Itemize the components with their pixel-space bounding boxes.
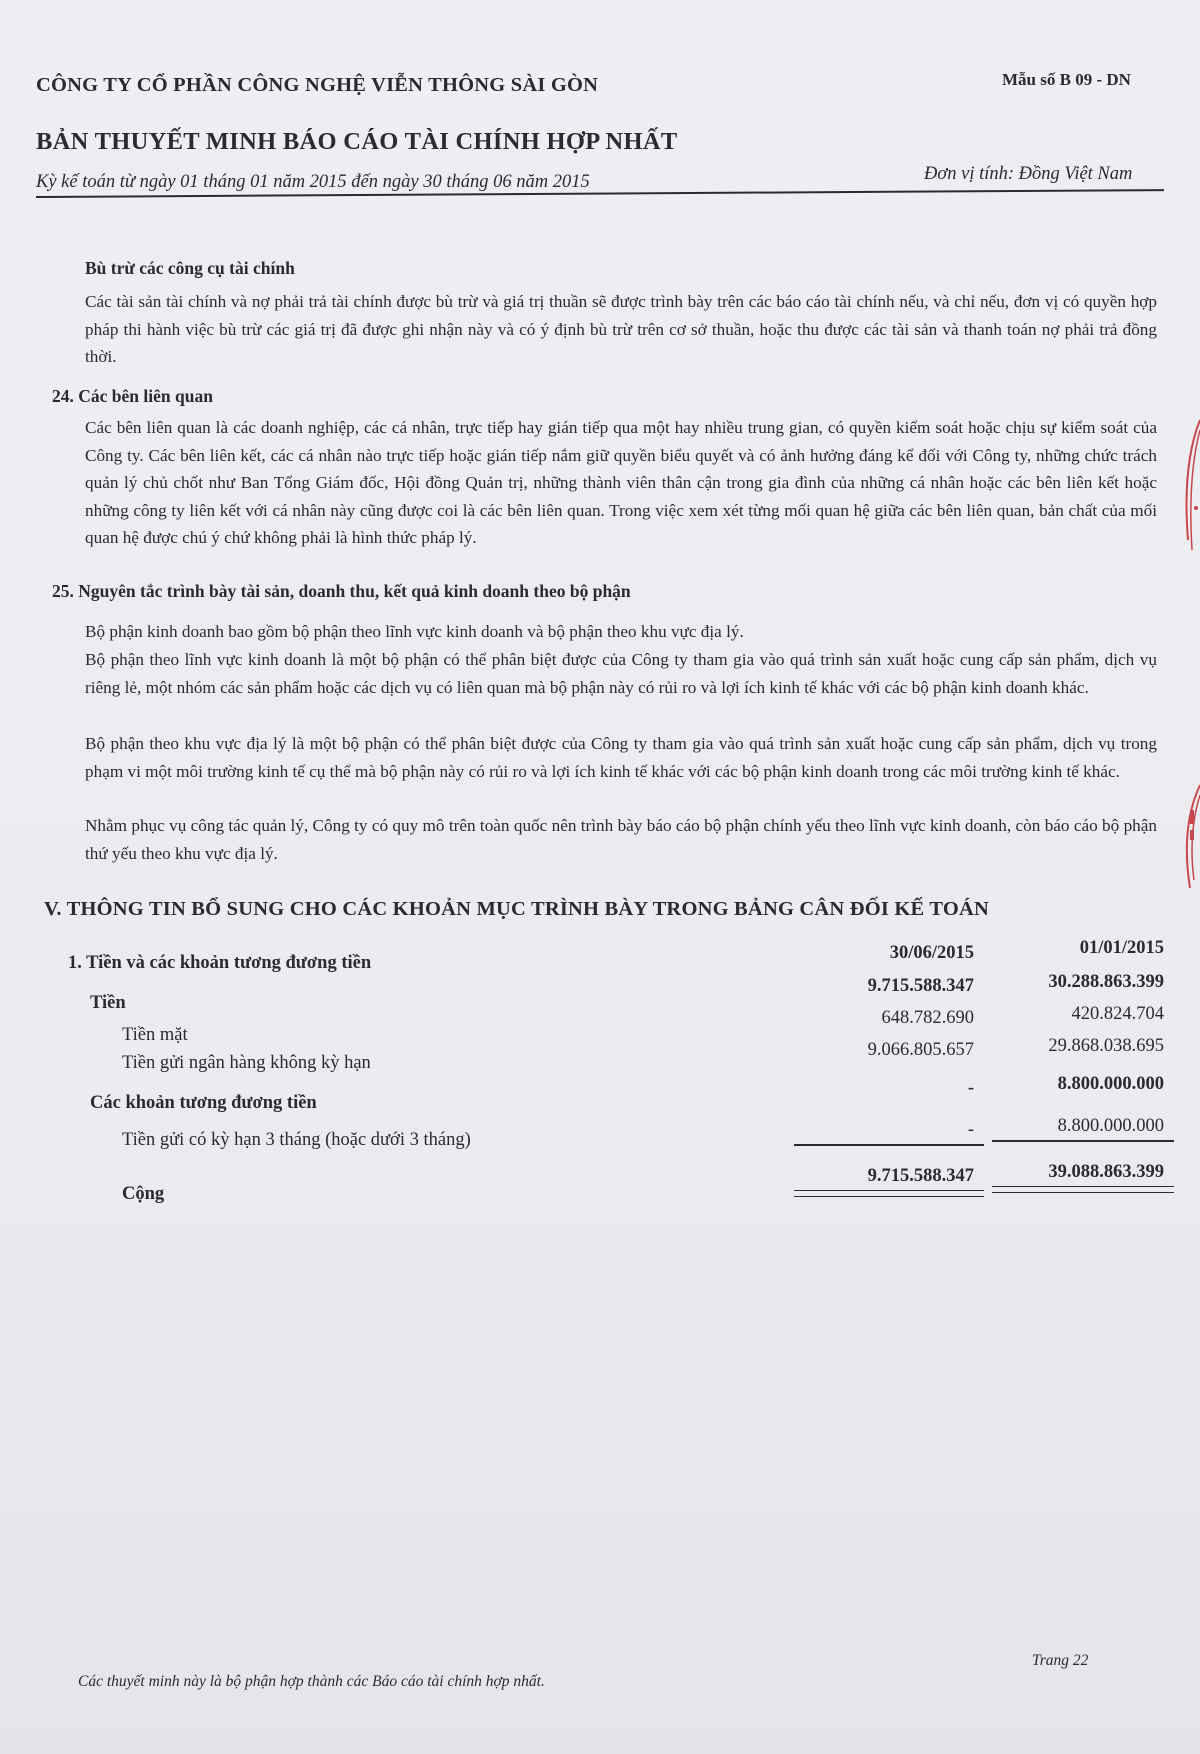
total-value-01-01-2015: 39.088.863.399 — [1048, 1162, 1164, 1182]
row-value-30-06-2015: 9.066.805.657 — [867, 1040, 974, 1060]
row-label: Tiền mặt — [122, 1025, 188, 1045]
section-25-paragraph-3: Bộ phận theo khu vực địa lý là một bộ phận có thể phân biệt được của Công ty tham gia vào quá trình sản xuất hoặc cung cấp sản phẩm, dịch vụ trong phạm vi một môi trường kinh tế cụ thể mà bộ phận này có rủi ro và lợi ích kinh tế khác với các bộ phận kinh doanh trong các môi trường kinh tế khác. — [85, 734, 1157, 781]
total-double-rule-01-01-2015 — [992, 1186, 1174, 1193]
document-title: BẢN THUYẾT MINH BÁO CÁO TÀI CHÍNH HỢP NHẤT — [36, 128, 678, 155]
row-value-01-01-2015: 8.800.000.000 — [1057, 1074, 1164, 1094]
reporting-period: Kỳ kế toán từ ngày 01 tháng 01 năm 2015 đến ngày 30 tháng 06 năm 2015 — [36, 172, 590, 192]
row-value-30-06-2015: - — [967, 1078, 974, 1098]
column-header-30-06-2015: 30/06/2015 — [889, 943, 974, 963]
section-25-paragraph-4: Nhằm phục vụ công tác quản lý, Công ty có quy mô trên toàn quốc nên trình bày báo cáo bộ phận chính yếu theo lĩnh vực kinh doanh, còn báo cáo bộ phận thứ yếu theo khu vực địa lý. — [85, 816, 1157, 863]
company-seal-fragment — [1174, 410, 1200, 900]
row-label: Tiền gửi ngân hàng không kỳ hạn — [122, 1053, 371, 1073]
section-24-heading: 24. Các bên liên quan — [52, 386, 213, 406]
subtotal-rule-01-01-2015 — [992, 1140, 1174, 1142]
row-value-01-01-2015: 29.868.038.695 — [1048, 1036, 1164, 1056]
subtotal-rule-30-06-2015 — [794, 1144, 984, 1146]
section-25-paragraph-1: Bộ phận kinh doanh bao gồm bộ phận theo lĩnh vực kinh doanh và bộ phận theo khu vực địa lý. — [85, 622, 744, 641]
company-name: CÔNG TY CỔ PHẦN CÔNG NGHỆ VIỄN THÔNG SÀI GÒN — [36, 74, 599, 96]
row-label: Các khoản tương đương tiền — [90, 1093, 317, 1113]
total-double-rule-30-06-2015 — [794, 1190, 984, 1197]
row-label: Tiền — [90, 993, 126, 1013]
column-header-01-01-2015: 01/01/2015 — [1079, 938, 1164, 958]
row-value-30-06-2015: - — [967, 1120, 974, 1140]
section-25-paragraph-2: Bộ phận theo lĩnh vực kinh doanh là một bộ phận có thể phân biệt được của Công ty tham gia vào quá trình sản xuất hoặc cung cấp sản phẩm, dịch vụ riêng lẻ, một nhóm các sản phẩm hoặc các dịch vụ có liên quan mà bộ phận này có rủi ro và lợi ích kinh tế khác với các bộ phận kinh doanh khác. — [85, 650, 1157, 697]
footnote: Các thuyết minh này là bộ phận hợp thành các Báo cáo tài chính hợp nhất. — [78, 1673, 545, 1690]
section-24-paragraph: Các bên liên quan là các doanh nghiệp, các cá nhân, trực tiếp hay gián tiếp qua một hay nhiều trung gian, có quyền kiểm soát hoặc chịu sự kiểm soát của Công ty. Các bên liên kết, các cá nhân nào trực tiếp hoặc gián tiếp nắm giữ quyền biểu quyết và có ảnh hưởng đáng kể đối với Công ty, những chức trách quản lý chủ chốt như Ban Tổng Giám đốc, Hội đồng Quản trị, những thành viên thân cận trong gia đình của những cá nhân hoặc các bên liên kết hoặc những công ty liên kết với cá nhân này cũng được coi là các bên liên quan. Trong việc xem xét từng mối quan hệ giữa các bên liên quan, bản chất của mối quan hệ được chú ý chứ không phải là hình thức pháp lý. — [85, 418, 1157, 547]
total-value-30-06-2015: 9.715.588.347 — [867, 1166, 974, 1186]
row-value-01-01-2015: 30.288.863.399 — [1048, 972, 1164, 992]
row-value-30-06-2015: 9.715.588.347 — [867, 976, 974, 996]
offsetting-paragraph: Các tài sản tài chính và nợ phải trả tài chính được bù trừ và giá trị thuần sẽ được trình bày trên các báo cáo tài chính nếu, và chỉ nếu, đơn vị có quyền hợp pháp thi hành việc bù trừ các giá trị đã được ghi nhận này và có ý định bù trừ trên cơ sở thuần, hoặc thu được các tài sản và thanh toán nợ phải trả đồng thời. — [85, 292, 1157, 366]
cash-table-title: 1. Tiền và các khoản tương đương tiền — [68, 953, 372, 973]
offsetting-heading: Bù trừ các công cụ tài chính — [85, 258, 295, 278]
row-value-30-06-2015: 648.782.690 — [881, 1008, 974, 1028]
row-value-01-01-2015: 420.824.704 — [1071, 1004, 1164, 1024]
form-code: Mẫu số B 09 - DN — [1002, 70, 1131, 89]
currency-unit: Đơn vị tính: Đồng Việt Nam — [924, 164, 1133, 184]
total-label: Cộng — [122, 1184, 165, 1204]
section-v-heading: V. THÔNG TIN BỔ SUNG CHO CÁC KHOẢN MỤC TRÌNH BÀY TRONG BẢNG CÂN ĐỐI KẾ TOÁN — [44, 898, 990, 920]
page-number: Trang 22 — [1032, 1652, 1089, 1669]
row-label: Tiền gửi có kỳ hạn 3 tháng (hoặc dưới 3 tháng) — [122, 1130, 471, 1150]
row-value-01-01-2015: 8.800.000.000 — [1057, 1116, 1164, 1136]
section-25-heading: 25. Nguyên tắc trình bày tài sản, doanh thu, kết quả kinh doanh theo bộ phận — [52, 581, 631, 601]
